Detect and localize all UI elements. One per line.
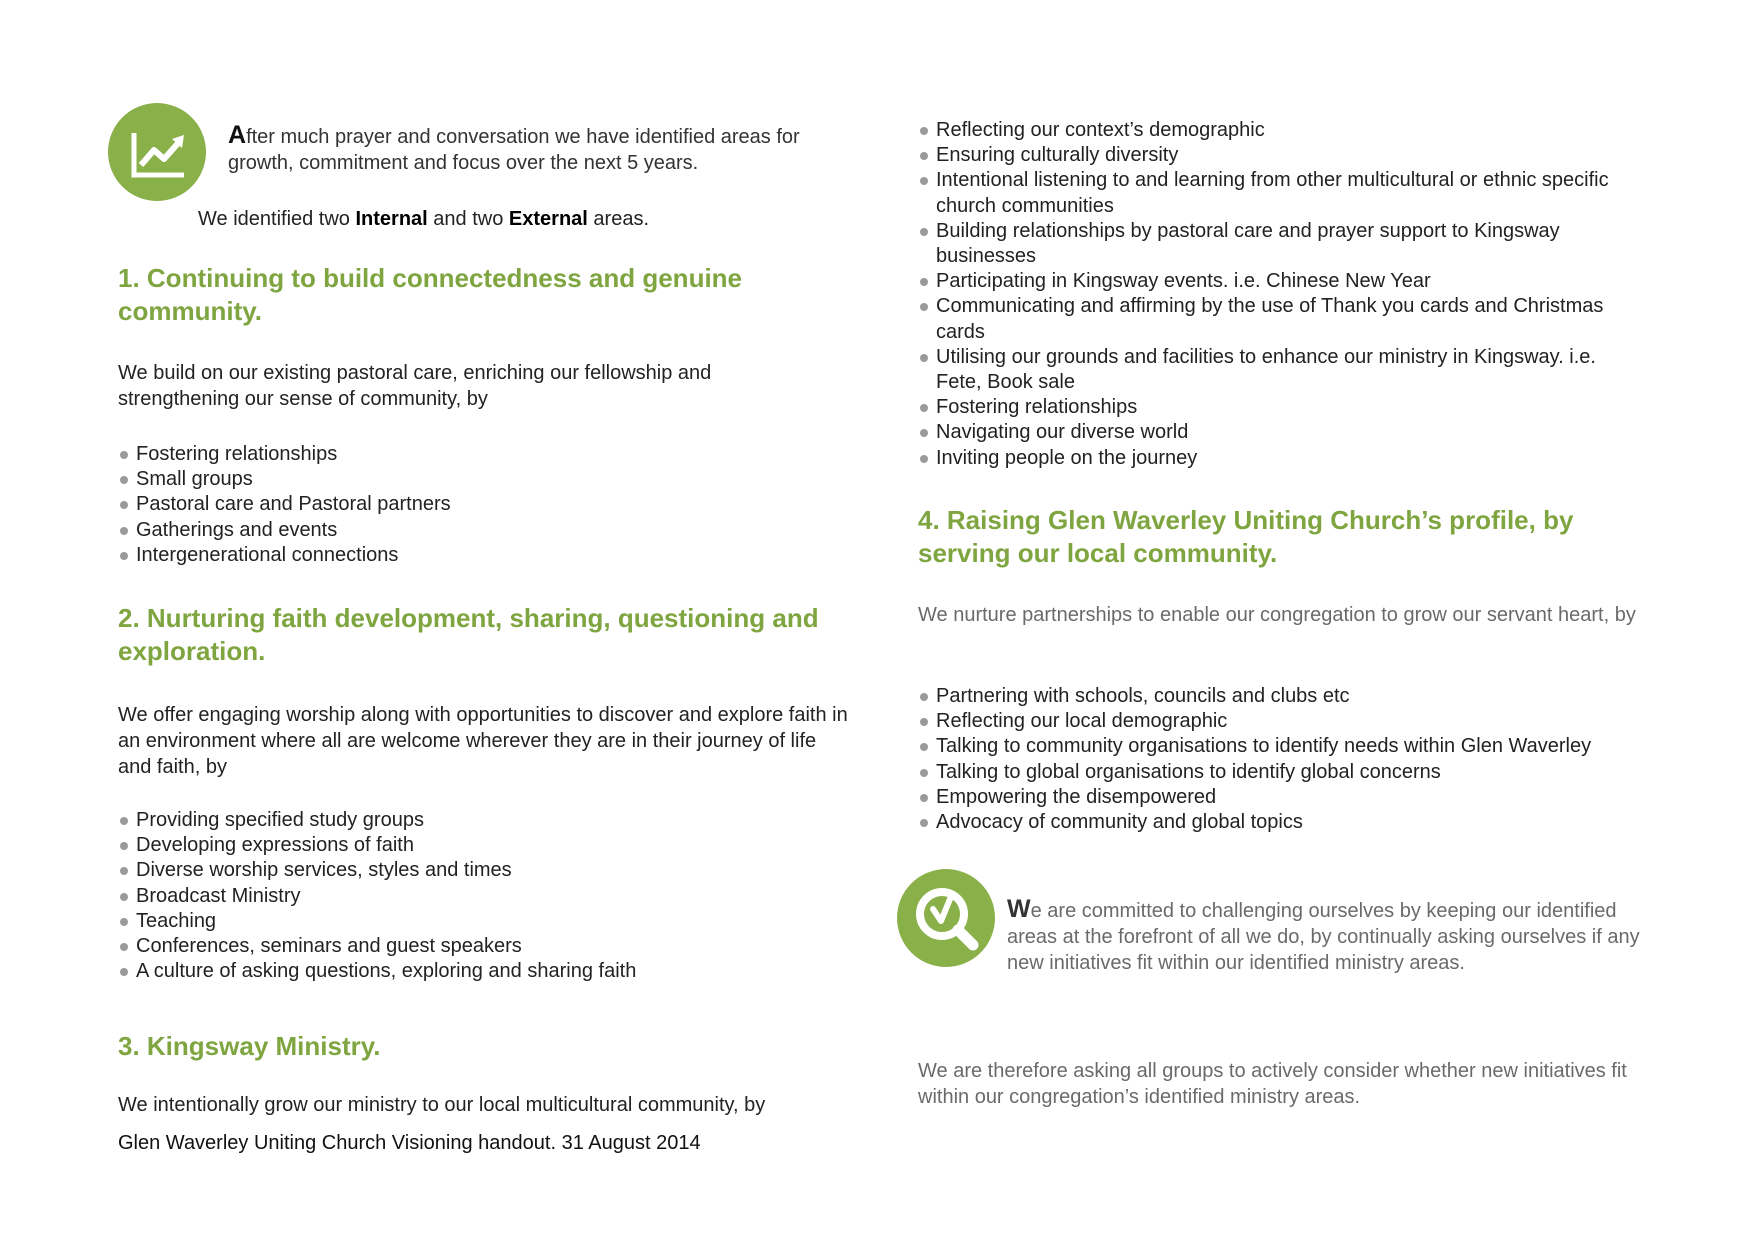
list-item — [118, 833, 818, 858]
list-item — [918, 684, 1638, 709]
list-item-text: Intergenerational connections — [136, 543, 399, 566]
list-item-text: Building relationships by pastoral care and prayer support to Kingsway businesses — [936, 219, 1560, 268]
intro-paragraph — [228, 122, 828, 176]
list-item-text: Navigating our diverse world — [936, 421, 1189, 444]
list-item — [918, 709, 1638, 734]
areas-statement — [198, 206, 818, 232]
footer-note: Glen Waverley Uniting Church Visioning handout. 31 August 2014 — [118, 1132, 701, 1154]
list-item — [918, 395, 1638, 420]
list-item-text: Providing specified study groups — [136, 809, 424, 831]
bullet-dot — [120, 893, 128, 901]
list-item-text: Teaching — [136, 909, 217, 932]
list-item — [118, 808, 818, 833]
list-item-text: Communicating and affirming by the use of Thank you cards and Christmas cards — [936, 295, 1604, 343]
list-item-text: Partnering with schools, councils and clubs etc — [936, 685, 1350, 707]
closing-paragraph: We are therefore asking all groups to actively consider whether new initiatives fit within our congregation’s identified ministry areas. — [918, 1060, 1627, 1108]
bullet-dot — [120, 943, 128, 951]
section1-heading: 1. Continuing to build connectedness and genuine community. — [118, 263, 743, 326]
list-item — [918, 118, 1638, 143]
commitment-paragraph — [1007, 896, 1647, 976]
bullet-dot — [920, 127, 928, 135]
list-item-text: Fostering relationships — [936, 396, 1138, 419]
list-item-text: Advocacy of community and global topics — [936, 811, 1303, 834]
bullet-dot — [120, 817, 128, 825]
list-item-text: Empowering the disempowered — [936, 785, 1217, 808]
list-item — [918, 294, 1638, 344]
list-item-text: Developing expressions of faith — [136, 834, 414, 857]
list-item-text: Reflecting our context’s demographic — [936, 119, 1265, 141]
list-item — [118, 909, 818, 934]
section4-list — [918, 684, 1638, 835]
list-item — [118, 492, 778, 517]
bullet-dot — [920, 718, 928, 726]
bullet-dot — [920, 429, 928, 437]
list-item-text: Pastoral care and Pastoral partners — [136, 493, 451, 516]
list-item — [918, 219, 1638, 269]
list-item — [918, 143, 1638, 168]
areas-internal: Internal — [355, 208, 428, 230]
bullet-dot — [120, 968, 128, 976]
section1-lead: We build on our existing pastoral care, enriching our fellowship and strengthening our sense of community, by — [118, 362, 712, 410]
bullet-dot — [120, 476, 128, 484]
areas-middle: and two — [427, 208, 509, 230]
commitment-drop-letter: W — [1007, 895, 1031, 923]
list-item — [118, 934, 818, 959]
list-item-text: Utilising our grounds and facilities to enhance our ministry in Kingsway. i.e. Fete, Book sale — [936, 345, 1596, 394]
list-item — [918, 446, 1638, 471]
bullet-dot — [920, 769, 928, 777]
section2-heading: 2. Nurturing faith development, sharing, questioning and exploration. — [118, 603, 819, 666]
areas-prefix: We identified two — [198, 208, 356, 230]
growth-chart-icon-graphic — [108, 103, 206, 201]
list-item-text: A culture of asking questions, exploring and sharing faith — [136, 960, 637, 983]
list-item-text: Broadcast Ministry — [136, 884, 301, 907]
list-item — [118, 959, 818, 984]
bullet-dot — [120, 527, 128, 535]
bullet-dot — [920, 177, 928, 185]
list-item-text: Ensuring culturally diversity — [936, 144, 1179, 167]
list-item — [918, 734, 1638, 759]
list-item-text: Participating in Kingsway events. i.e. Chinese New Year — [936, 270, 1431, 293]
section4-lead: We nurture partnerships to enable our congregation to grow our servant heart, by — [918, 604, 1636, 626]
bullet-dot — [920, 303, 928, 311]
bullet-dot — [920, 693, 928, 701]
commitment-text: e are committed to challenging ourselves by keeping our identified areas at the forefront of all we do, by continually asking ourselves if any new initiatives fit within our identified ministry areas. — [1007, 900, 1640, 974]
bullet-dot — [120, 552, 128, 560]
list-item — [118, 518, 778, 543]
bullet-dot — [920, 455, 928, 463]
list-item-text: Talking to community organisations to identify needs within Glen Waverley — [936, 735, 1592, 758]
list-item-text: Diverse worship services, styles and times — [136, 859, 512, 882]
bullet-dot — [120, 867, 128, 875]
list-item-text: Inviting people on the journey — [936, 446, 1198, 469]
intro-text: fter much prayer and conversation we have identified areas for growth, commitment and focus over the next 5 years. — [228, 126, 800, 174]
list-item-text: Conferences, seminars and guest speakers — [136, 935, 522, 958]
bullet-dot — [120, 918, 128, 926]
areas-suffix: areas. — [587, 208, 650, 230]
magnifier-check-icon-graphic — [897, 869, 995, 967]
list-item — [118, 467, 778, 492]
list-item — [918, 420, 1638, 445]
section4-heading: 4. Raising Glen Waverley Uniting Church’s profile, by serving our local community. — [918, 505, 1574, 568]
list-item — [118, 543, 778, 568]
list-item — [918, 760, 1638, 785]
areas-external: External — [508, 208, 588, 230]
bullet-dot — [920, 278, 928, 286]
list-item-text: Intentional listening to and learning from other multicultural or ethnic specific church communities — [936, 169, 1609, 217]
bullet-dot — [120, 501, 128, 509]
list-item — [118, 442, 778, 467]
bullet-dot — [920, 743, 928, 751]
list-item-text: Small groups — [136, 468, 253, 491]
bullet-dot — [120, 451, 128, 459]
section3-heading: 3. Kingsway Ministry. — [118, 1031, 381, 1061]
section3-lead: We intentionally grow our ministry to our local multicultural community, by — [118, 1094, 766, 1116]
bullet-dot — [920, 228, 928, 236]
list-item — [918, 269, 1638, 294]
magnifier-check-icon — [897, 869, 995, 967]
growth-chart-icon — [108, 103, 206, 201]
bullet-dot — [920, 152, 928, 160]
list-item — [118, 884, 818, 909]
section2-list — [118, 808, 818, 984]
bullet-dot — [920, 404, 928, 412]
section2-lead: We offer engaging worship along with opportunities to discover and explore faith in an environment where all are welcome wherever they are in their journey of life and faith, by — [118, 704, 848, 778]
list-item-text: Fostering relationships — [136, 443, 338, 465]
list-item-text: Talking to global organisations to identify global concerns — [936, 760, 1441, 783]
bullet-dot — [120, 842, 128, 850]
list-item-text: Gatherings and events — [136, 518, 338, 541]
list-item — [918, 345, 1638, 395]
section3-list — [918, 118, 1638, 471]
list-item — [918, 810, 1638, 835]
bullet-dot — [920, 794, 928, 802]
intro-drop-letter: A — [228, 121, 247, 149]
list-item — [918, 785, 1638, 810]
section1-list — [118, 442, 778, 568]
bullet-dot — [920, 354, 928, 362]
list-item-text: Reflecting our local demographic — [936, 710, 1228, 733]
bullet-dot — [920, 819, 928, 827]
list-item — [918, 168, 1638, 218]
list-item — [118, 858, 818, 883]
